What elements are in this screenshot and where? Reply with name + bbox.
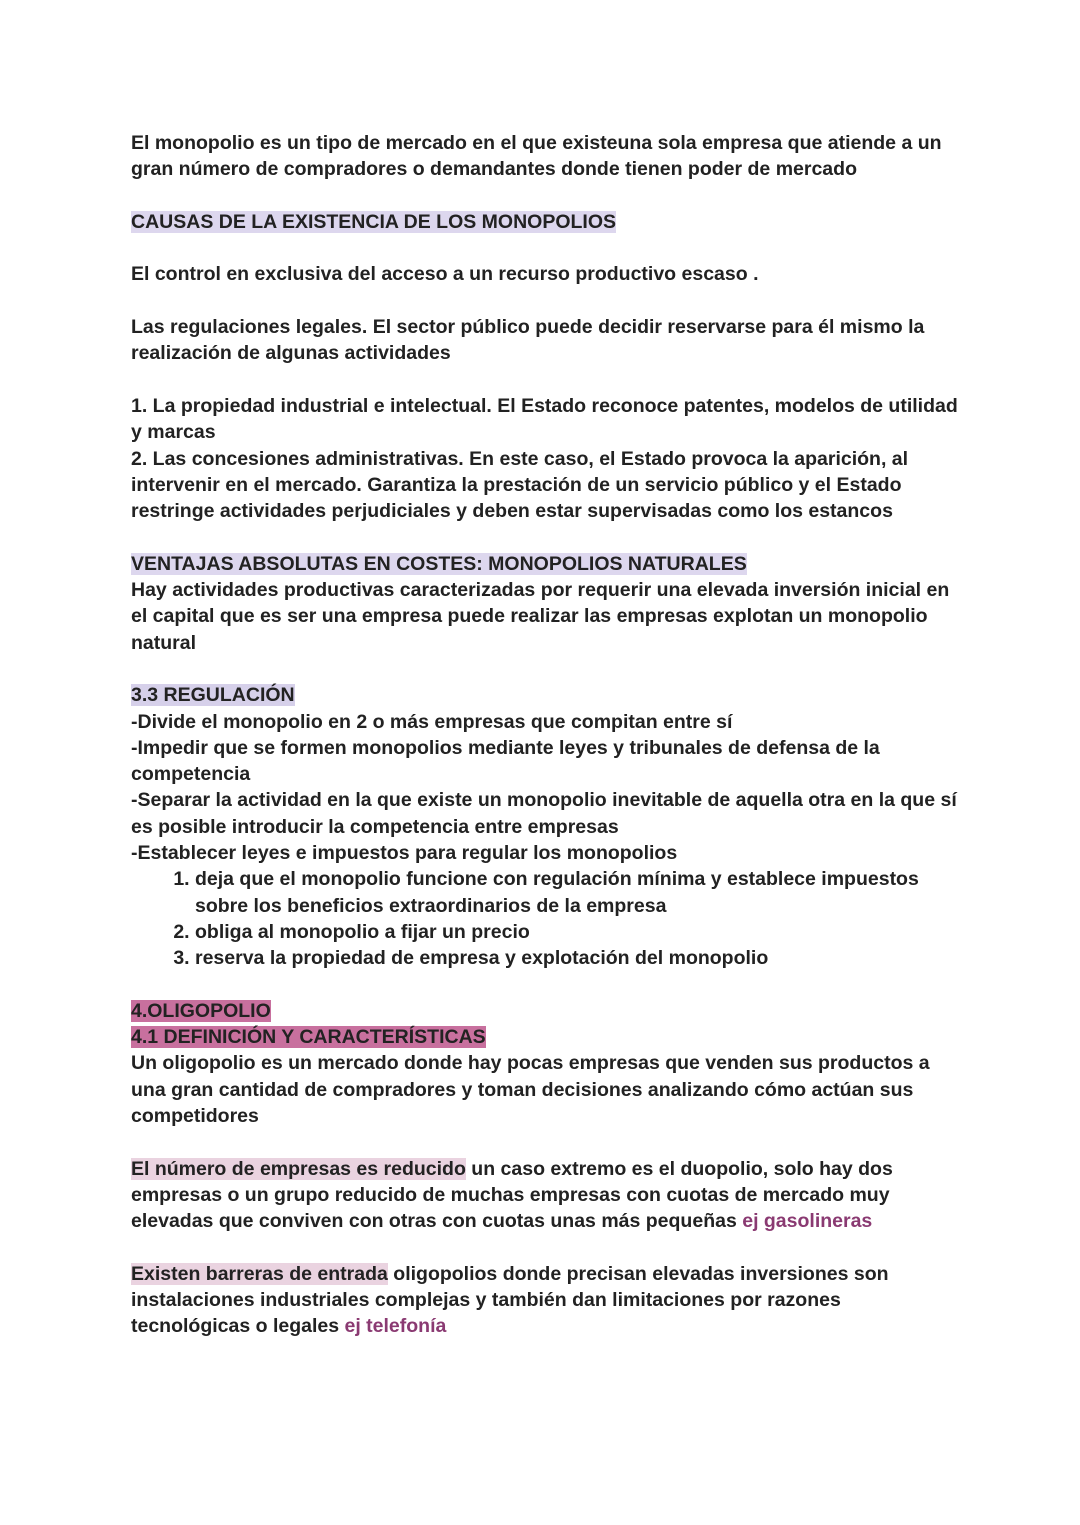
ventajas-heading: VENTAJAS ABSOLUTAS EN COSTES: MONOPOLIOS NATURALES	[131, 552, 747, 575]
regulacion-list-item: 3. reserva la propiedad de empresa y explotación del monopolio	[195, 945, 961, 971]
document-content	[131, 130, 961, 1340]
causas-heading: CAUSAS DE LA EXISTENCIA DE LOS MONOPOLIOS	[131, 210, 617, 233]
numero-text: un caso extremo es el duopolio, solo hay dos empresas o un grupo reducido de muchas empresas con cuotas de mercado muy elevadas que conviven con otras con cuotas unas más pequeñas	[131, 1157, 893, 1233]
barreras-highlight: Existen barreras de entrada	[131, 1262, 388, 1285]
oligopolio-subheading-line	[131, 1024, 961, 1050]
numero-highlight: El número de empresas es reducido	[131, 1157, 466, 1180]
causas-heading-line	[131, 209, 961, 235]
regulacion-list-item: 2. obliga al monopolio a fijar un precio	[195, 919, 961, 945]
regulacion-list-item: 1. deja que el monopolio funcione con regulación mínima y establece impuestos sobre los beneficios extraordinarios de la empresa	[195, 866, 961, 919]
regulacion-line-1: -Divide el monopolio en 2 o más empresas que compitan entre sí	[131, 710, 733, 733]
regulacion-heading-line	[131, 682, 961, 708]
regulacion-line-3: -Separar la actividad en la que existe un monopolio inevitable de aquella otra en la que sí es posible introducir la competencia entre empresas	[131, 789, 957, 838]
oligopolio-heading-line	[131, 998, 961, 1024]
oligopolio-heading: 4.OLIGOPOLIO	[131, 999, 271, 1022]
causas-item-2: 2. Las concesiones administrativas. En este caso, el Estado provoca la aparición, al intervenir en el mercado. Garantiza la prestación de un servicio público y el Estado restringe actividades perjudiciales y deben estar supervisadas como los estancos	[131, 447, 909, 523]
oligopolio-definition: Un oligopolio es un mercado donde hay pocas empresas que venden sus productos a una gran cantidad de compradores y toman decisiones analizando cómo actúan sus competidores	[131, 1052, 930, 1127]
regulacion-heading: 3.3 REGULACIÓN	[131, 684, 295, 707]
ventajas-heading-line	[131, 551, 961, 577]
oligopolio-subheading: 4.1 DEFINICIÓN Y CARACTERÍSTICAS	[131, 1026, 486, 1049]
ventajas-paragraph: Hay actividades productivas caracterizadas por requerir una elevada inversión inicial en el capital que es ser una empresa puede realizar las empresas explotan un monopolio natural	[131, 579, 950, 654]
regulacion-numbered-list	[131, 866, 961, 971]
causas-paragraph-1: El control en exclusiva del acceso a un recurso productivo escaso .	[131, 263, 759, 286]
numero-paragraph	[131, 1156, 961, 1235]
barreras-paragraph	[131, 1261, 961, 1340]
barreras-text: oligopolios donde precisan elevadas inversiones son instalaciones industriales complejas y también dan limitaciones por razones tecnológicas o legales	[131, 1262, 889, 1338]
regulacion-line-4: -Establecer leyes e impuestos para regular los monopolios	[131, 842, 678, 865]
causas-item-1: 1. La propiedad industrial e intelectual. El Estado reconoce patentes, modelos de utilidad y marcas	[131, 394, 958, 444]
regulacion-line-2: -Impedir que se formen monopolios mediante leyes y tribunales de defensa de la competencia	[131, 736, 880, 786]
barreras-example: ej telefonía	[344, 1315, 447, 1338]
numero-example: ej gasolineras	[742, 1210, 873, 1233]
causas-paragraph-2: Las regulaciones legales. El sector público puede decidir reservarse para él mismo la realización de algunas actividades	[131, 316, 925, 365]
intro-paragraph: El monopolio es un tipo de mercado en el que existeuna sola empresa que atiende a un gran número de compradores o demandantes donde tienen poder de mercado	[131, 132, 942, 181]
